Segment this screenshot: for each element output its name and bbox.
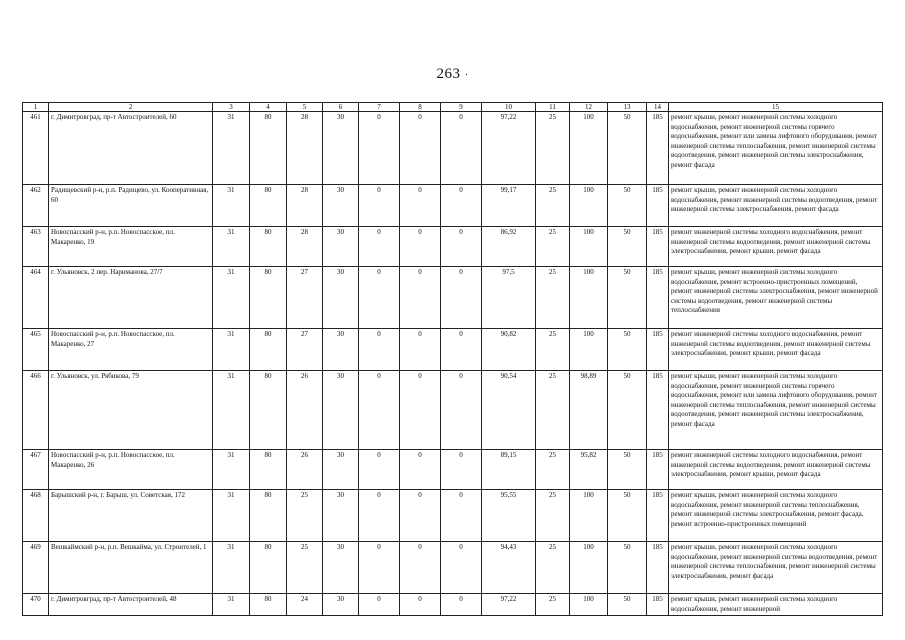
row-number-cell: 463 (23, 227, 49, 267)
column-header-12: 12 (570, 103, 608, 112)
col11-cell: 25 (536, 185, 570, 227)
table-row (23, 329, 883, 371)
col5-cell: 28 (287, 227, 323, 267)
col14-cell: 185 (647, 371, 669, 450)
address-cell: г. Димитровград, пр-т Автостроителей, 60 (49, 112, 213, 185)
col4-cell: 80 (250, 112, 287, 185)
works-list-cell: ремонт крыши, ремонт инженерной системы холодного водоснабжения, ремонт инженерной системы водоотведения, ремонт инженерной системы теплоснабжения, ремонт инженерной системы электроснабжения, ремонт фасада (669, 542, 883, 594)
col10-cell: 89,15 (482, 450, 536, 490)
works-list-cell: ремонт крыши, ремонт инженерной системы холодного водоснабжения, ремонт инженерной (669, 594, 883, 616)
col7-cell: 0 (359, 112, 400, 185)
column-header-9: 9 (441, 103, 482, 112)
col11-cell: 25 (536, 267, 570, 329)
page-number-mark: · (464, 70, 469, 81)
table-row (23, 594, 883, 616)
col12-cell: 98,89 (570, 371, 608, 450)
row-number-cell: 466 (23, 371, 49, 450)
col3-cell: 31 (213, 371, 250, 450)
col9-cell: 0 (441, 594, 482, 616)
col12-cell: 100 (570, 490, 608, 542)
col6-cell: 30 (323, 371, 359, 450)
col9-cell: 0 (441, 542, 482, 594)
col13-cell: 50 (608, 490, 647, 542)
column-header-6: 6 (323, 103, 359, 112)
col9-cell: 0 (441, 450, 482, 490)
col10-cell: 94,43 (482, 542, 536, 594)
col10-cell: 97,5 (482, 267, 536, 329)
col8-cell: 0 (400, 450, 441, 490)
works-list-cell: ремонт крыши, ремонт инженерной системы холодного водоснабжения, ремонт инженерной системы теплоснабжения, ремонт инженерной системы электроснабжения, ремонт фасада, ремонт встроенно-пристроенных помещений (669, 490, 883, 542)
address-cell: г. Ульяновск, ул. Рябикова, 79 (49, 371, 213, 450)
column-header-15: 15 (669, 103, 883, 112)
col13-cell: 50 (608, 185, 647, 227)
table-row (23, 542, 883, 594)
address-cell: г. Ульяновск, 2 пер. Нариманова, 27/7 (49, 267, 213, 329)
col7-cell: 0 (359, 227, 400, 267)
col4-cell: 80 (250, 329, 287, 371)
col8-cell: 0 (400, 112, 441, 185)
table-row (23, 185, 883, 227)
col4-cell: 80 (250, 185, 287, 227)
col13-cell: 50 (608, 450, 647, 490)
col10-cell: 97,22 (482, 594, 536, 616)
col11-cell: 25 (536, 450, 570, 490)
col5-cell: 25 (287, 490, 323, 542)
col10-cell: 90,82 (482, 329, 536, 371)
col9-cell: 0 (441, 329, 482, 371)
column-header-5: 5 (287, 103, 323, 112)
page-number (0, 66, 905, 83)
col7-cell: 0 (359, 542, 400, 594)
col13-cell: 50 (608, 371, 647, 450)
col11-cell: 25 (536, 371, 570, 450)
col12-cell: 100 (570, 329, 608, 371)
col6-cell: 30 (323, 450, 359, 490)
col6-cell: 30 (323, 594, 359, 616)
col3-cell: 31 (213, 185, 250, 227)
address-cell: Новоспасский р-н, р.п. Новоспасское, пл. Макаренко, 27 (49, 329, 213, 371)
col3-cell: 31 (213, 542, 250, 594)
col3-cell: 31 (213, 329, 250, 371)
col6-cell: 30 (323, 227, 359, 267)
col5-cell: 24 (287, 594, 323, 616)
col3-cell: 31 (213, 594, 250, 616)
col7-cell: 0 (359, 185, 400, 227)
col11-cell: 25 (536, 112, 570, 185)
col14-cell: 185 (647, 329, 669, 371)
col10-cell: 90,54 (482, 371, 536, 450)
address-cell: Барышский р-н, г. Барыш, ул. Советская, 172 (49, 490, 213, 542)
col14-cell: 185 (647, 542, 669, 594)
column-header-4: 4 (250, 103, 287, 112)
col6-cell: 30 (323, 267, 359, 329)
table-row (23, 490, 883, 542)
column-header-7: 7 (359, 103, 400, 112)
works-list-cell: ремонт инженерной системы холодного водоснабжения, ремонт инженерной системы водоотведения, ремонт инженерной системы электроснабжения, ремонт крыши, ремонт фасада (669, 450, 883, 490)
col8-cell: 0 (400, 371, 441, 450)
col11-cell: 25 (536, 594, 570, 616)
col6-cell: 30 (323, 490, 359, 542)
col7-cell: 0 (359, 594, 400, 616)
col5-cell: 27 (287, 267, 323, 329)
col7-cell: 0 (359, 371, 400, 450)
col4-cell: 80 (250, 542, 287, 594)
col13-cell: 50 (608, 542, 647, 594)
col13-cell: 50 (608, 594, 647, 616)
col11-cell: 25 (536, 542, 570, 594)
col4-cell: 80 (250, 594, 287, 616)
address-cell: Радищевский р-н, р.п. Радищево, ул. Кооперативная, 60 (49, 185, 213, 227)
col7-cell: 0 (359, 490, 400, 542)
col3-cell: 31 (213, 450, 250, 490)
table-row (23, 450, 883, 490)
col7-cell: 0 (359, 267, 400, 329)
page-number-value: 263 (436, 66, 461, 82)
row-number-cell: 461 (23, 112, 49, 185)
row-number-cell: 469 (23, 542, 49, 594)
row-number-cell: 464 (23, 267, 49, 329)
col7-cell: 0 (359, 329, 400, 371)
col5-cell: 28 (287, 185, 323, 227)
col9-cell: 0 (441, 267, 482, 329)
col4-cell: 80 (250, 227, 287, 267)
column-header-2: 2 (49, 103, 213, 112)
col10-cell: 99,17 (482, 185, 536, 227)
col9-cell: 0 (441, 227, 482, 267)
col14-cell: 185 (647, 112, 669, 185)
works-list-cell: ремонт инженерной системы холодного водоснабжения, ремонт инженерной системы водоотведения, ремонт инженерной системы электроснабжения, ремонт крыши, ремонт фасада (669, 227, 883, 267)
col4-cell: 80 (250, 450, 287, 490)
col7-cell: 0 (359, 450, 400, 490)
col12-cell: 100 (570, 185, 608, 227)
table-row (23, 227, 883, 267)
column-header-13: 13 (608, 103, 647, 112)
row-number-cell: 467 (23, 450, 49, 490)
col10-cell: 97,22 (482, 112, 536, 185)
works-list-cell: ремонт крыши, ремонт инженерной системы холодного водоснабжения, ремонт инженерной системы горячего водоснабжения, ремонт или замена лифтового оборудования, ремонт инженерной системы теплоснабжения, ремонт инженерной системы водоотведения, ремонт инженерной системы электроснабжения, ремонт фасада (669, 112, 883, 185)
col11-cell: 25 (536, 227, 570, 267)
column-header-3: 3 (213, 103, 250, 112)
col8-cell: 0 (400, 542, 441, 594)
address-cell: Новоспасский р-н, р.п. Новоспасское, пл. Макаренко, 26 (49, 450, 213, 490)
table-row (23, 112, 883, 185)
col14-cell: 185 (647, 227, 669, 267)
registry-table (22, 102, 883, 616)
col12-cell: 100 (570, 542, 608, 594)
col11-cell: 25 (536, 329, 570, 371)
col14-cell: 185 (647, 450, 669, 490)
row-number-cell: 465 (23, 329, 49, 371)
col5-cell: 26 (287, 450, 323, 490)
column-header-11: 11 (536, 103, 570, 112)
col5-cell: 25 (287, 542, 323, 594)
col8-cell: 0 (400, 490, 441, 542)
col6-cell: 30 (323, 185, 359, 227)
column-header-14: 14 (647, 103, 669, 112)
col13-cell: 50 (608, 329, 647, 371)
col14-cell: 185 (647, 267, 669, 329)
table-header (23, 103, 883, 112)
col9-cell: 0 (441, 490, 482, 542)
col8-cell: 0 (400, 267, 441, 329)
col13-cell: 50 (608, 227, 647, 267)
table-row (23, 267, 883, 329)
col3-cell: 31 (213, 227, 250, 267)
col14-cell: 185 (647, 594, 669, 616)
works-list-cell: ремонт крыши, ремонт инженерной системы холодного водоснабжения, ремонт инженерной системы водоотведения, ремонт инженерной системы электроснабжения, ремонт фасада (669, 185, 883, 227)
col12-cell: 100 (570, 227, 608, 267)
row-number-cell: 462 (23, 185, 49, 227)
column-header-1: 1 (23, 103, 49, 112)
col12-cell: 100 (570, 112, 608, 185)
col12-cell: 95,82 (570, 450, 608, 490)
col10-cell: 86,92 (482, 227, 536, 267)
col12-cell: 100 (570, 267, 608, 329)
row-number-cell: 468 (23, 490, 49, 542)
col6-cell: 30 (323, 329, 359, 371)
col8-cell: 0 (400, 594, 441, 616)
col14-cell: 185 (647, 490, 669, 542)
col14-cell: 185 (647, 185, 669, 227)
table-row (23, 371, 883, 450)
col8-cell: 0 (400, 185, 441, 227)
col6-cell: 30 (323, 542, 359, 594)
works-list-cell: ремонт крыши, ремонт инженерной системы холодного водоснабжения, ремонт встроенно-пристроенных помещений, ремонт инженерной системы электроснабжения, ремонт инженерной системы водоотведения, ремонт инженерной системы теплоснабжения (669, 267, 883, 329)
address-cell: г. Димитровград, пр-т Автостроителей, 48 (49, 594, 213, 616)
col9-cell: 0 (441, 371, 482, 450)
row-number-cell: 470 (23, 594, 49, 616)
col13-cell: 50 (608, 267, 647, 329)
col5-cell: 26 (287, 371, 323, 450)
col3-cell: 31 (213, 490, 250, 542)
col5-cell: 28 (287, 112, 323, 185)
col5-cell: 27 (287, 329, 323, 371)
col11-cell: 25 (536, 490, 570, 542)
col3-cell: 31 (213, 112, 250, 185)
col8-cell: 0 (400, 329, 441, 371)
col9-cell: 0 (441, 185, 482, 227)
col4-cell: 80 (250, 490, 287, 542)
works-list-cell: ремонт крыши, ремонт инженерной системы холодного водоснабжения, ремонт инженерной системы горячего водоснабжения, ремонт или замена лифтового оборудования, ремонт инженерной системы теплоснабжения, ремонт инженерной системы водоотведения, ремонт инженерной системы электроснабжения, ремонт фасада (669, 371, 883, 450)
table-body (23, 112, 883, 616)
column-header-10: 10 (482, 103, 536, 112)
works-list-cell: ремонт инженерной системы холодного водоснабжения, ремонт инженерной системы водоотведения, ремонт инженерной системы электроснабжения, ремонт крыши, ремонт фасада (669, 329, 883, 371)
col9-cell: 0 (441, 112, 482, 185)
address-cell: Вешкаймский р-н, р.п. Вешкайма, ул. Строителей, 1 (49, 542, 213, 594)
col13-cell: 50 (608, 112, 647, 185)
address-cell: Новоспасский р-н, р.п. Новоспасское, пл. Макаренко, 19 (49, 227, 213, 267)
col12-cell: 100 (570, 594, 608, 616)
col8-cell: 0 (400, 227, 441, 267)
col3-cell: 31 (213, 267, 250, 329)
col4-cell: 80 (250, 371, 287, 450)
column-header-8: 8 (400, 103, 441, 112)
col6-cell: 30 (323, 112, 359, 185)
col4-cell: 80 (250, 267, 287, 329)
header-row (23, 103, 883, 112)
col10-cell: 95,55 (482, 490, 536, 542)
